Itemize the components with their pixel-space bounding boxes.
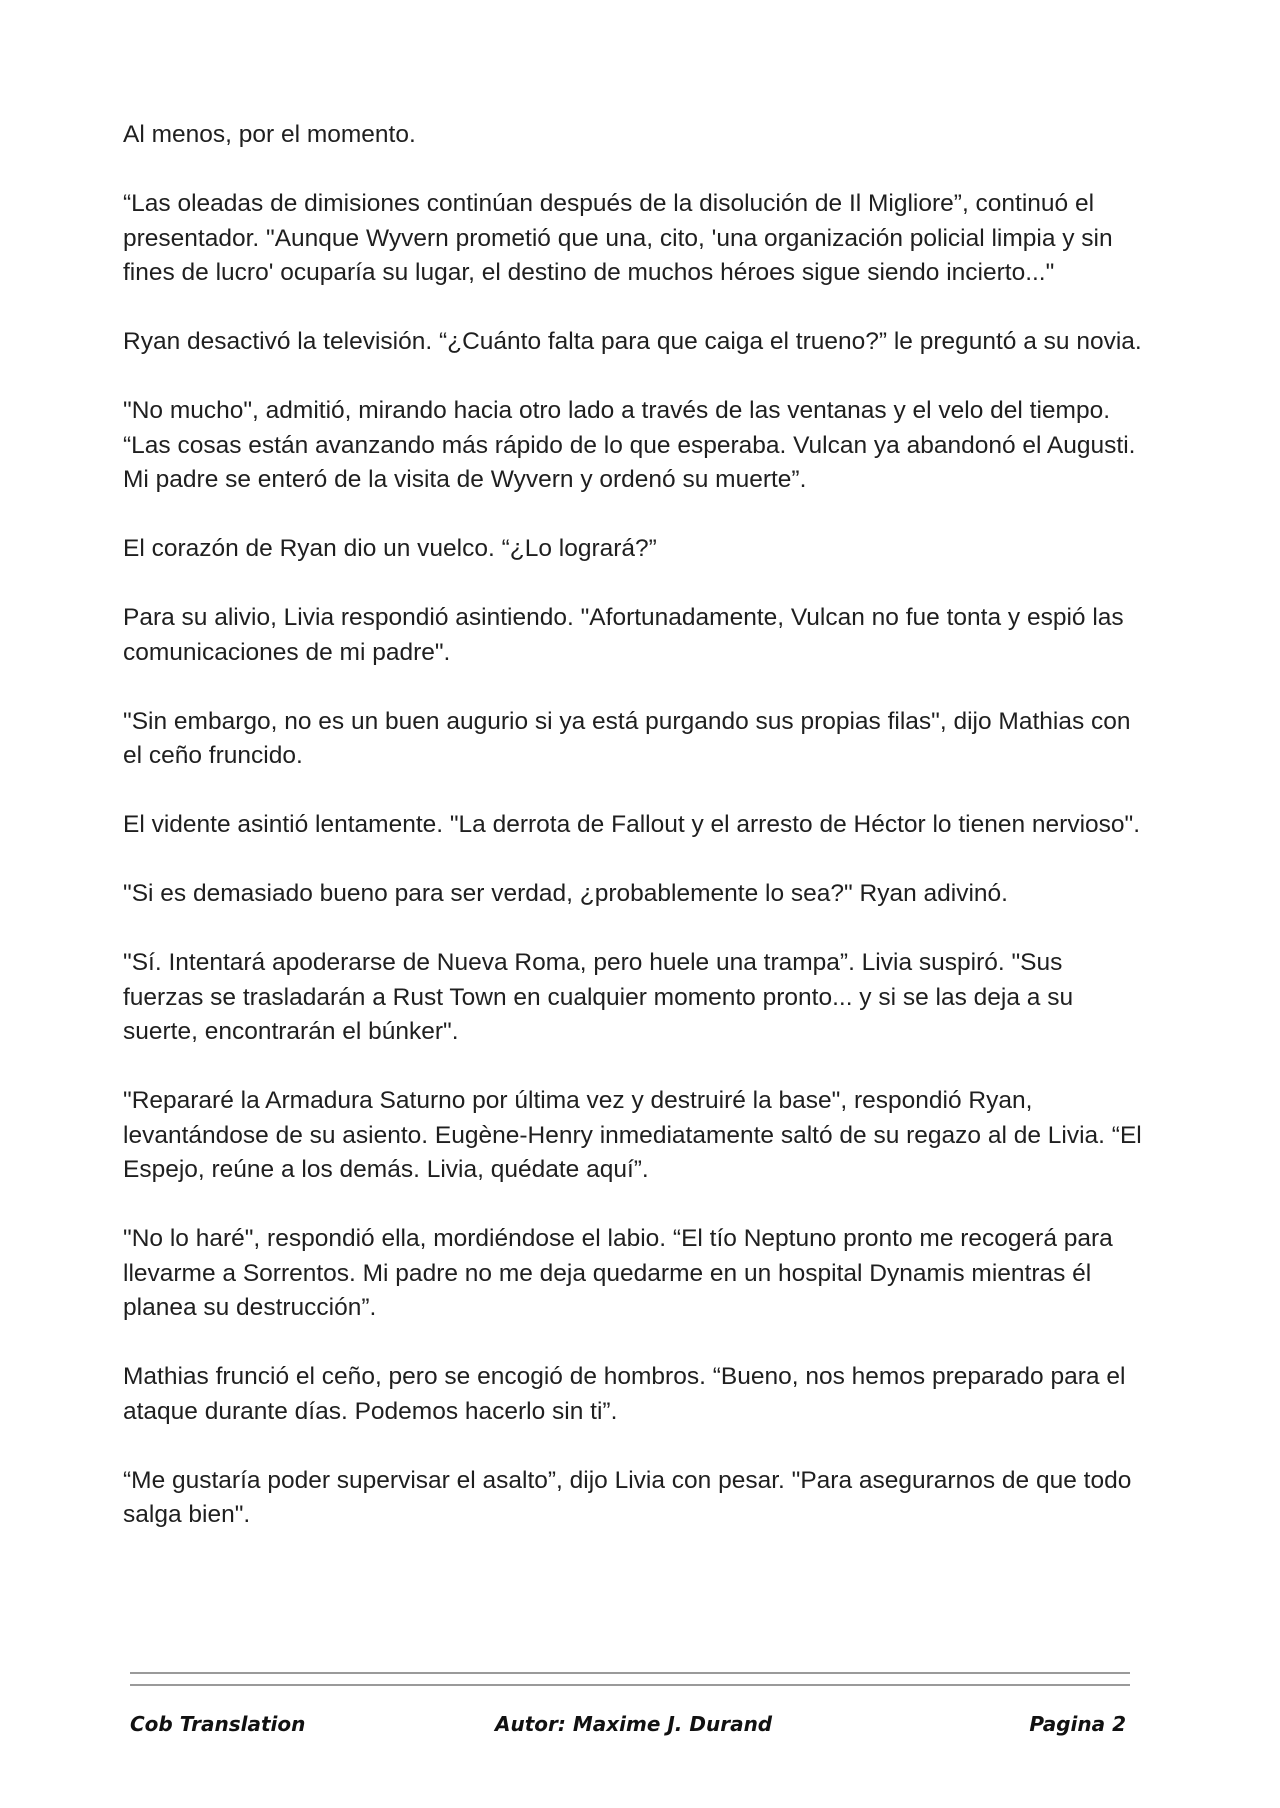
paragraph: "Sí. Intentará apoderarse de Nueva Roma, pero huele una trampa”. Livia suspiró. "Sus fuerzas se trasladarán a Rust Town en cualquier momento pronto... y si se las deja a su suerte, encontrarán el búnker". [123, 949, 1074, 1045]
page-footer [130, 1712, 1130, 1748]
paragraph: "Si es demasiado bueno para ser verdad, ¿probablemente lo sea?" Ryan adivinó. [123, 880, 1008, 907]
paragraph: Para su alivio, Livia respondió asintiendo. "Afortunadamente, Vulcan no fue tonta y espió las comunicaciones de mi padre". [123, 604, 1124, 666]
paragraph: El vidente asintió lentamente. "La derrota de Fallout y el arresto de Héctor lo tienen nervioso". [123, 811, 1141, 838]
paragraph: “Me gustaría poder supervisar el asalto”, dijo Livia con pesar. "Para asegurarnos de que todo salga bien". [123, 1466, 1132, 1528]
footer-page-number: Pagina 2 [1029, 1712, 1126, 1736]
footer-author: Autor: Maxime J. Durand [495, 1712, 773, 1736]
paragraph: Ryan desactivó la televisión. “¿Cuánto falta para que caiga el trueno?” le preguntó a su novia. [123, 328, 1142, 355]
paragraph: El corazón de Ryan dio un vuelco. “¿Lo logrará?” [123, 535, 657, 562]
footer-translator: Cob Translation [130, 1712, 306, 1736]
paragraph: "Repararé la Armadura Saturno por última vez y destruiré la base", respondió Ryan, levantándose de su asiento. Eugène-Henry inmediatamente saltó de su regazo al de Livia. “El Espejo, reúne a los demás. Livia, quédate aquí”. [123, 1087, 1142, 1183]
footer-divider-bottom [130, 1684, 1130, 1686]
paragraph: "No lo haré", respondió ella, mordiéndose el labio. “El tío Neptuno pronto me recogerá para llevarme a Sorrentos. Mi padre no me deja quedarme en un hospital Dynamis mientras él planea su destrucción”. [123, 1225, 1113, 1321]
paragraph: "No mucho", admitió, mirando hacia otro lado a través de las ventanas y el velo del tiempo. “Las cosas están avanzando más rápido de lo que esperaba. Vulcan ya abandonó el Augusti. Mi padre se enteró de la visita de Wyvern y ordenó su muerte”. [123, 397, 1136, 493]
paragraph: “Las oleadas de dimisiones continúan después de la disolución de Il Migliore”, continuó el presentador. "Aunque Wyvern prometió que una, cito, 'una organización policial limpia y sin fines de lucro' ocuparía su lugar, el destino de muchos héroes sigue siendo incierto..." [123, 190, 1113, 286]
body-text [123, 118, 1143, 1567]
paragraph: Mathias frunció el ceño, pero se encogió de hombros. “Bueno, nos hemos preparado para el ataque durante días. Podemos hacerlo sin ti”. [123, 1363, 1126, 1425]
footer-divider-top [130, 1672, 1130, 1674]
paragraph: Al menos, por el momento. [123, 121, 416, 148]
paragraph: "Sin embargo, no es un buen augurio si ya está purgando sus propias filas", dijo Mathias con el ceño fruncido. [123, 707, 1131, 769]
